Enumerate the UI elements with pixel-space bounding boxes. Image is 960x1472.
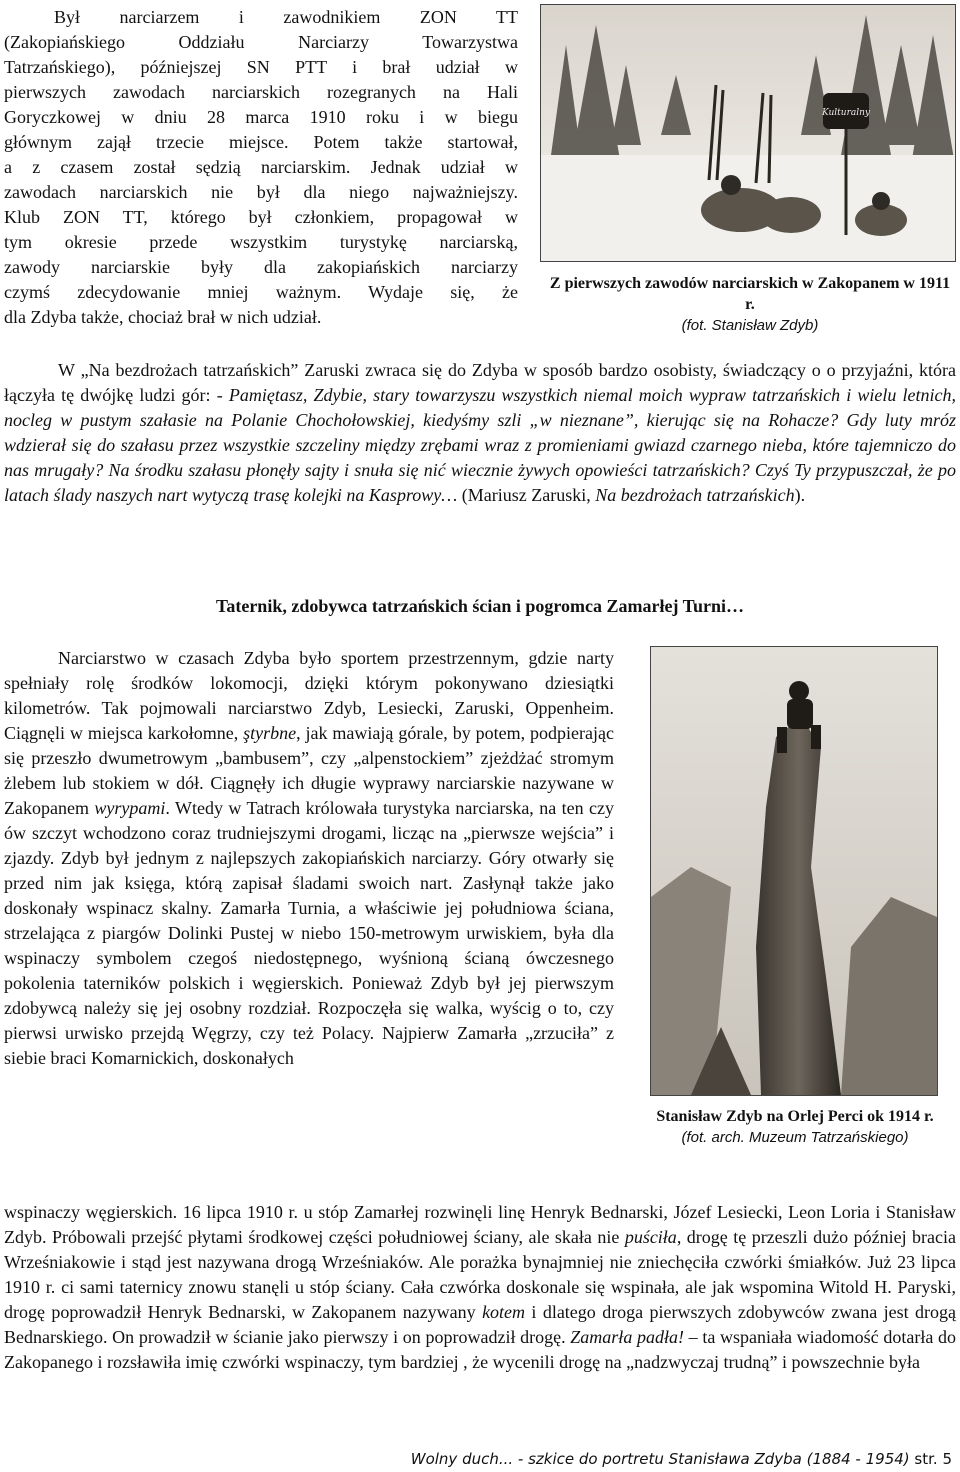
intro-line: (Zakopiańskiego Oddziału Narciarzy Towarzystwa	[4, 32, 518, 52]
photo1-caption-title: Z pierwszych zawodów narciarskich w Zakopanem w 1911 r.	[549, 275, 951, 313]
footer-title: Wolny duch... - szkice do portretu Stanisława Zdyba (1884 - 1954)	[410, 1450, 910, 1468]
body-italic-term: ştyrbne	[243, 723, 297, 743]
body-italic-term: wyrypami	[94, 798, 166, 818]
quote-paragraph	[4, 358, 956, 508]
ski-competition-photo	[540, 4, 956, 262]
quote-source: (Mariusz Zaruski,	[457, 485, 596, 505]
intro-line: głównym zajął trzecie miejsce. Potem także startował,	[4, 132, 518, 152]
body-italic-term: puściła	[624, 1227, 677, 1247]
body-text: . Wtedy w Tatrach królowała turystyka narciarska, na ten czy ów szczyt wchodzono coraz trudniejszymi drogami, licząc na „pierwsze wejścia” i zjazdy. Zdyb był jednym z najlepszych zakopiańskich narciarzy. Góry otwarły się przed nim jak księga, którą zapisał śladami swoich nart. Zasłynął także jako doskonały wspinacz skalny. Zamarła Turnia, a właściwie jej południowa ściana, strzelająca z piargów Dolinki Pustej w niebo 150-metrowym urwiskiem, była dla wspinaczy symbolem czegoś niedostępnego, wyśnioną ścianą ówczesnego pokolenia taterników polskich i węgierskich. Ponieważ Zdyb był jej pierwszym zdobywcą należy się jej osobny rozdział. Rozpoczęła się walka, wyścig o to, czy pierwsi urwisko przejdą Węgrzy, czy też Polacy. Najpierw Zamarła „zrzuciła” z siebie braci Komarnickich, doskonałych	[4, 798, 615, 1068]
intro-line: czymś zdecydowanie mniej ważnym. Wydaje się, że	[4, 282, 518, 302]
photo2-caption-credit: (fot. arch. Muzeum Tatrzańskiego)	[681, 1129, 909, 1146]
photo2-caption-title: Stanisław Zdyb na Orlej Perci ok 1914 r.	[656, 1108, 934, 1125]
body-text: i dlatego droga pierwszych zdobywców zwana jest drogą Bednarskiego. On prowadził w ścianie jako pierwszy i on poprowadził drogę.	[4, 1302, 956, 1347]
body-paragraph-column	[4, 646, 614, 1071]
body-italic-exclamation: Zamarła padła!	[570, 1327, 684, 1347]
intro-line: pierwszych zawodach narciarskich rozegranych na Hali	[4, 82, 518, 102]
body-paragraph-full	[4, 1200, 956, 1375]
climber-photo	[650, 646, 938, 1096]
quote-italic: Pamiętasz, Zdybie, stary towarzyszu wszystkich niemal moich wypraw tatrzańskich i wielu letnich, nocleg w pustym szałasie na Polanie Chochołowskiej, kiedyśmy szli „w nieznane”, kierując się na Rohacze? Gdy luty mróz wdzierał się do szałasu przez wszystkie szczeliny między zrębami wraz z promieniami gwiazd czarnego nieba, które tajemniczo do nas mrugały? Na środku szałasu płonęły sajty i snuła się nić wiecznie żywych opowieści tatrzańskich? Czyś Ty przypuszczał, że po latach ślady naszych nart wytyczą trasę kolejki na Kasprowy…	[4, 385, 957, 505]
body-italic-term: kotem	[482, 1302, 526, 1322]
intro-line: Klub ZON TT, którego był członkiem, propagował w	[4, 207, 518, 227]
section-heading: Taternik, zdobywca tatrzańskich ścian i pogromca Zamarłej Turni…	[215, 596, 745, 616]
body-text: wspinaczy węgierskich. 16 lipca 1910 r. u stóp Zamarłej rozwinęli linę Henryk Bednarski, Józef Lesiecki, Leon Loria i Stanisław Zdyb. Próbowali przejść płytami środkowej części południowej ściany, ale skała nie	[4, 1202, 956, 1247]
quote-book-title: Na bezdrożach tatrzańskich	[595, 485, 795, 505]
photo1-caption-credit: (fot. Stanisław Zdyb)	[681, 317, 819, 334]
intro-line: Goryczkowej w dniu 28 marca 1910 roku i w biegu	[4, 107, 518, 127]
intro-line: Tatrzańskiego), późniejszej SN PTT i brał udział w	[4, 57, 518, 77]
intro-line: dla Zdyba także, chociaż brał w nich udział.	[4, 307, 322, 327]
intro-line: zawodach narciarskich nie był dla niego najważniejszy.	[4, 182, 518, 202]
sign-text: Kulturalny	[821, 108, 871, 118]
photo2-caption	[652, 1106, 938, 1148]
intro-paragraph	[4, 5, 518, 330]
body-text: Narciarstwo w czasach Zdyba było sportem przestrzennym, gdzie narty spełniały rolę środków lokomocji, dzięki którym pokonywano dziesiątki kilometrów. Tak pojmowali narciarstwo Zdyb, Lesiecki, Zaruski, Oppenheim. Ciągnęli w miejsca karkołomne,	[4, 648, 614, 743]
quote-end: ).	[794, 485, 806, 505]
footer-page-number: str. 5	[914, 1450, 952, 1468]
intro-line: Był narciarzem i zawodnikiem ZON TT	[54, 7, 518, 27]
body-text: , drogę tę przeszli dużo później bracia Wrześniakowie i stąd jest nazywana drogą Wrześniaków. Ale porażka bynajmniej nie zniechęciła czwórki śmiałków. Już 23 lipca 1910 r. ci sami taternicy znowu stanęli u stóp ściany. Cała czwórka doskonale się wspinała, ale jak wspomina Witold H. Paryski, drogę poprowadził Henryk Bednarski, w Zakopanem nazywany	[4, 1227, 956, 1322]
body-text: – ta wspaniała wiadomość dotarła do Zakopanego i rozsławiła imię czwórki wspinaczy, tym bardziej , że wycenili drogę na „nadzwyczaj trudną” i powszechnie była	[4, 1327, 956, 1372]
body-text: , jak mawiają górale, by potem, podpierając się przeszło dwumetrowym „bambusem”, czy „alpenstockiem” zjeżdżać stromym żlebem lub stokiem w dół. Ciągnęły ich długie wyprawy narciarskie nazywane w Zakopanem	[4, 723, 614, 818]
intro-line: tym okresie przede wszystkim turystykę narciarską,	[4, 232, 518, 252]
quote-intro: W „Na bezdrożach tatrzańskich” Zaruski zwraca się do Zdyba w sposób bardzo osobisty, świadczący o o przyjaźni, która łączyła tę dwójkę ludzi gór: -	[4, 360, 956, 405]
page-footer	[411, 1447, 952, 1472]
intro-line: zawody narciarskie były dla zakopiańskich narciarzy	[4, 257, 518, 277]
intro-line: a z czasem został sędzią narciarskim. Jednak udział w	[4, 157, 518, 177]
photo1-caption	[548, 273, 952, 336]
